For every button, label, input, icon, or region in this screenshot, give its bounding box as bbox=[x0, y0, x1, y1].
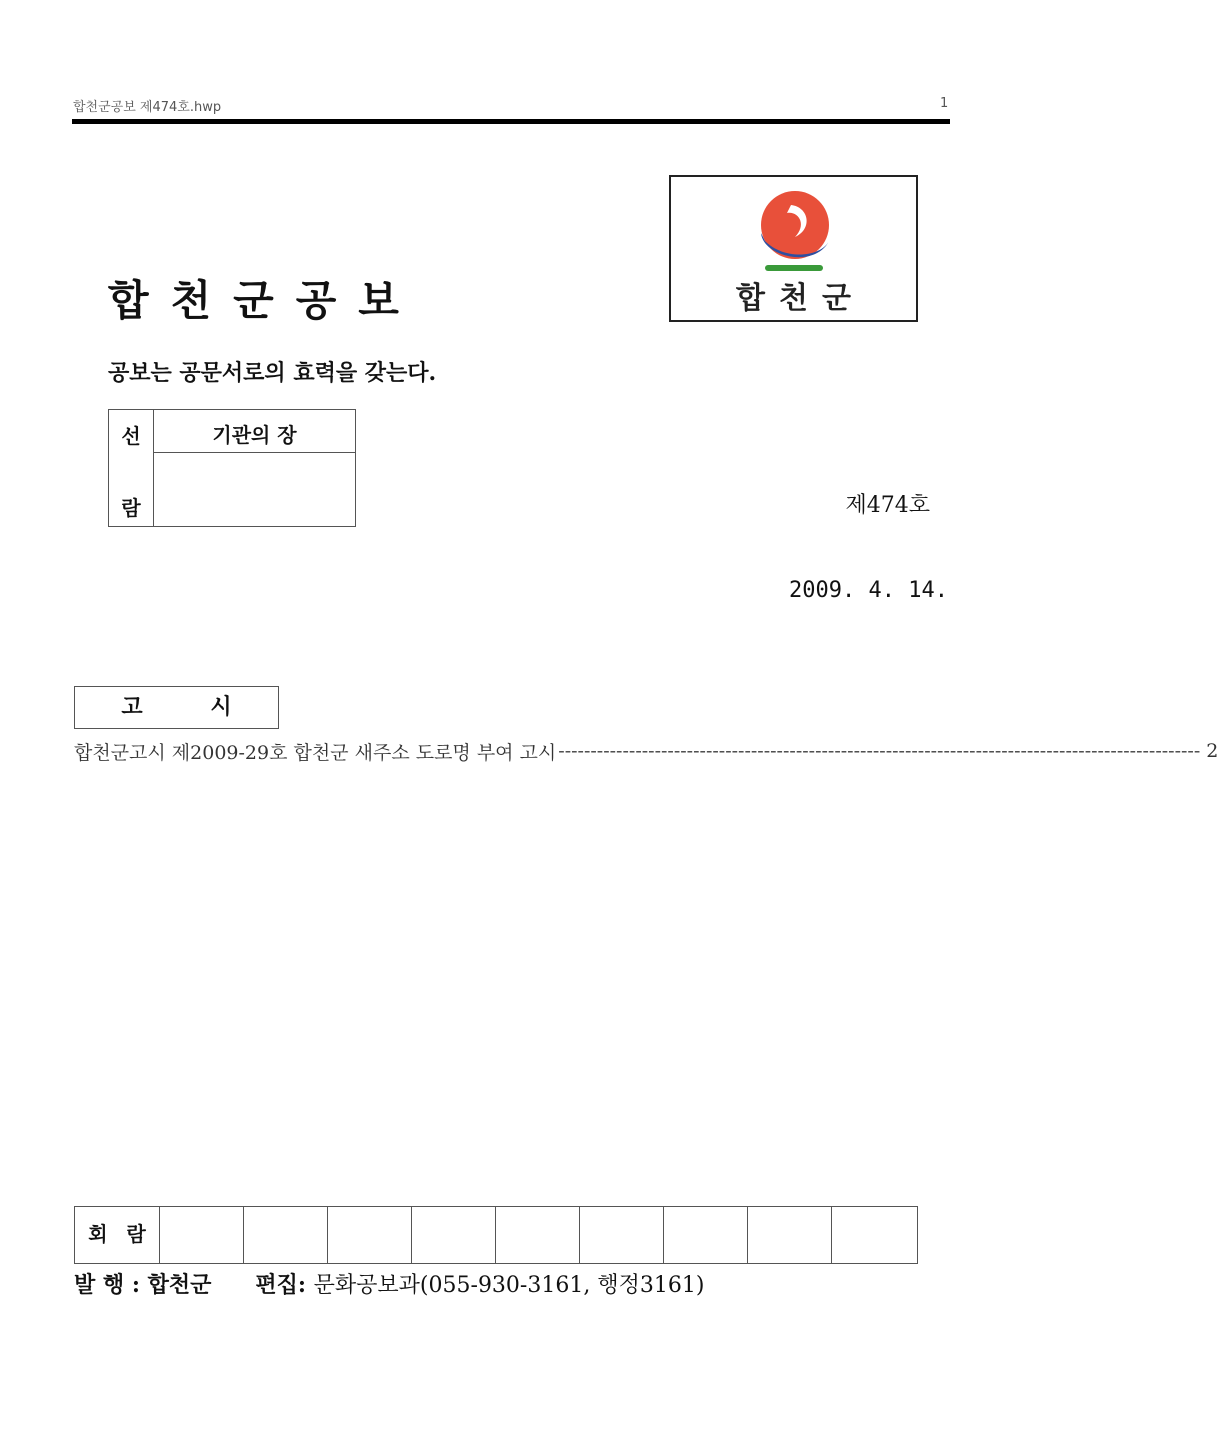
toc-entry[interactable] bbox=[74, 737, 1218, 765]
toc-leader: ---------------------------------------------------------------------------------------------------- bbox=[558, 740, 1201, 762]
toc-entry-text: 합천군고시 제2009-29호 합천군 새주소 도로명 부여 고시 bbox=[74, 741, 557, 764]
circulation-cell bbox=[579, 1207, 663, 1263]
publisher-label: 발 행 : bbox=[74, 1272, 148, 1298]
publisher: 합천군 bbox=[147, 1272, 212, 1298]
bulletin-title: 합천군공보 bbox=[108, 276, 421, 325]
footer bbox=[74, 1268, 704, 1299]
header-rule bbox=[72, 119, 950, 124]
circulation-cell bbox=[663, 1207, 747, 1263]
section-title: 고 시 bbox=[74, 686, 279, 729]
header-filename: 합천군공보 제474호.hwp bbox=[73, 100, 222, 115]
circulation-cell bbox=[243, 1207, 327, 1263]
approval-label-top: 선 bbox=[121, 424, 141, 448]
county-emblem-icon bbox=[751, 185, 837, 275]
issue-date: 2009. 4. 14. bbox=[789, 578, 948, 603]
approval-table bbox=[108, 409, 356, 527]
circulation-cell bbox=[411, 1207, 495, 1263]
circulation-table bbox=[74, 1206, 918, 1264]
editor: 문화공보과(055-930-3161, 행정3161) bbox=[313, 1273, 705, 1298]
editor-label: 편집: bbox=[255, 1272, 314, 1298]
circulation-label: 회 람 bbox=[88, 1222, 152, 1246]
circulation-cell bbox=[327, 1207, 411, 1263]
circulation-cell bbox=[495, 1207, 579, 1263]
toc-entry-page: 2 bbox=[1206, 740, 1218, 762]
circulation-cell bbox=[159, 1207, 243, 1263]
approval-header: 기관의 장 bbox=[212, 423, 297, 447]
approval-label-bottom: 람 bbox=[121, 496, 141, 520]
header-page-number: 1 bbox=[940, 96, 949, 111]
emblem-ground bbox=[765, 265, 823, 271]
circulation-cell bbox=[747, 1207, 831, 1263]
issue-number: 제474호 bbox=[845, 493, 930, 518]
county-logo bbox=[669, 175, 918, 322]
approval-row-divider bbox=[154, 452, 355, 453]
circulation-cell bbox=[831, 1207, 915, 1263]
bulletin-subtitle: 공보는 공문서로의 효력을 갖는다. bbox=[108, 360, 437, 386]
logo-text: 합천군 bbox=[736, 281, 865, 316]
